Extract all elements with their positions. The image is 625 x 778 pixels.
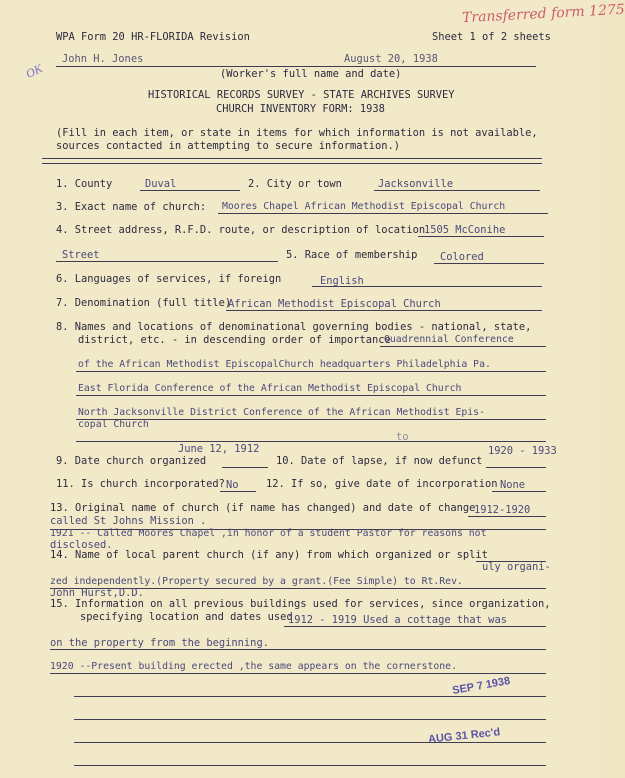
received-stamp-sep: SEP 7 1938 (451, 675, 512, 697)
bodies-underline-3 (76, 395, 546, 396)
buildings-underline-1 (284, 626, 546, 627)
language-value: English (320, 275, 364, 287)
form-id: WPA Form 20 HR-FLORIDA Revision (56, 31, 250, 43)
buildings-underline-3 (50, 673, 546, 674)
parent-church-value-2: zed independently.(Property secured by a grant.(Fee Simple) to Rt.Rev. (50, 576, 463, 587)
lapse-label: 10. Date of lapse, if now defunct (276, 455, 483, 467)
county-label: 1. County (56, 178, 113, 190)
address-value-2: Street (62, 249, 100, 261)
address-value-1: 1505 McConihe (424, 224, 506, 236)
address-label: 4. Street address, R.F.D. route, or description of location (56, 224, 426, 236)
original-name-value-1: 1912-1920 (474, 504, 531, 516)
organized-label: 9. Date church organized (56, 455, 207, 467)
worker-underline (56, 66, 536, 67)
parent-underline-1 (476, 561, 546, 562)
worker-caption: (Worker's full name and date) (220, 68, 402, 80)
instructions-line-1: (Fill in each item, or state in items for which information is not available, (56, 127, 538, 139)
blank-line-2 (74, 719, 546, 720)
governing-bodies-label-2: district, etc. - in descending order of importance (78, 334, 391, 346)
city-label: 2. City or town (248, 178, 342, 190)
divider-2 (42, 163, 542, 164)
organized-underline (222, 467, 268, 468)
address-underline-2 (56, 261, 278, 262)
divider-1 (42, 158, 542, 159)
blank-line-4 (74, 765, 546, 766)
organized-value: June 12, 1912 (178, 443, 260, 455)
worker-name: John H. Jones (62, 53, 144, 65)
form-title: CHURCH INVENTORY FORM: 1938 (216, 103, 385, 115)
bodies-underline-5 (76, 441, 546, 442)
incorporated-label: 11. Is church incorporated? (56, 478, 225, 490)
county-value: Duval (145, 178, 177, 190)
parent-church-label: 14. Name of local parent church (if any) from which organized or split (50, 549, 488, 561)
parent-church-value-3: John Hurst,D.D. (50, 587, 144, 599)
buildings-value-3: 1920 --Present building erected ,the same appears on the cornerstone. (50, 661, 457, 672)
race-underline (434, 263, 544, 264)
bodies-underline-1 (380, 346, 546, 347)
denomination-value: African Methodist Episcopal Church (228, 298, 441, 310)
church-name-value: Moores Chapel African Methodist Episcopal Church (222, 201, 506, 212)
governing-bodies-value-2: of the African Methodist EpiscopalChurch headquarters Philadelphia Pa. (78, 359, 491, 370)
incorporation-date-label: 12. If so, give date of incorporation (266, 478, 498, 490)
governing-bodies-label-1: 8. Names and locations of denominational governing bodies - national, state, (56, 321, 532, 333)
governing-bodies-value-3: East Florida Conference of the African Methodist Episcopal Church (78, 383, 462, 394)
buildings-label-2: specifying location and dates used (80, 611, 293, 623)
incorporation-date-value: None (500, 479, 526, 491)
buildings-value-2: on the property from the beginning. (50, 637, 269, 649)
original-name-value-3: 1921 -- Called Moores Chapel ,in honor of a student Pastor for reasons not (50, 528, 487, 539)
governing-bodies-value-1: Quadrennial Conference (384, 334, 514, 345)
governing-bodies-value-5: copal Church (78, 419, 149, 430)
lapse-value: 1920 - 1933 (488, 445, 557, 457)
race-label: 5. Race of membership (286, 249, 418, 261)
original-name-label: 13. Original name of church (if name has changed) and date of change (50, 502, 476, 514)
county-underline (140, 190, 240, 191)
incorporated-value: No (226, 479, 239, 491)
incorporation-date-underline (492, 491, 546, 492)
original-underline-1 (468, 516, 546, 517)
denomination-underline (226, 310, 542, 311)
transferred-annotation: Transferred form 1275 (461, 1, 625, 27)
blank-line-1 (74, 696, 546, 697)
incorporated-underline (220, 491, 256, 492)
margin-check-mark: OK (23, 61, 45, 81)
buildings-underline-2 (50, 649, 546, 650)
blank-line-3 (74, 742, 546, 743)
buildings-label-1: 15. Information on all previous buildings used for services, since organization, (50, 598, 551, 610)
governing-bodies-value-6: to (396, 431, 409, 443)
lapse-underline (486, 467, 546, 468)
city-underline (374, 190, 540, 191)
original-name-value-2: called St Johns Mission . (50, 515, 207, 527)
language-label: 6. Languages of services, if foreign (56, 273, 282, 285)
denomination-label: 7. Denomination (full title) (56, 297, 232, 309)
address-underline-1 (418, 236, 544, 237)
sheet-number: Sheet 1 of 2 sheets (432, 31, 551, 43)
parent-church-value-1: uly organi- (482, 561, 551, 573)
instructions-line-2: sources contacted in attempting to secure information.) (56, 140, 401, 152)
language-underline (312, 286, 542, 287)
bodies-underline-2 (76, 371, 546, 372)
race-value: Colored (440, 251, 484, 263)
received-stamp-aug: AUG 31 Rec'd (427, 726, 501, 746)
survey-title: HISTORICAL RECORDS SURVEY - STATE ARCHIVES SURVEY (148, 89, 455, 101)
city-value: Jacksonville (378, 178, 454, 190)
church-name-label: 3. Exact name of church: (56, 201, 207, 213)
worker-date: August 20, 1938 (344, 53, 438, 65)
church-name-underline (218, 213, 548, 214)
governing-bodies-value-4: North Jacksonville District Conference of the African Methodist Epis- (78, 407, 485, 418)
buildings-value-1: 1912 - 1919 Used a cottage that was (288, 614, 507, 626)
original-name-value-4: disclosed. (50, 539, 113, 551)
